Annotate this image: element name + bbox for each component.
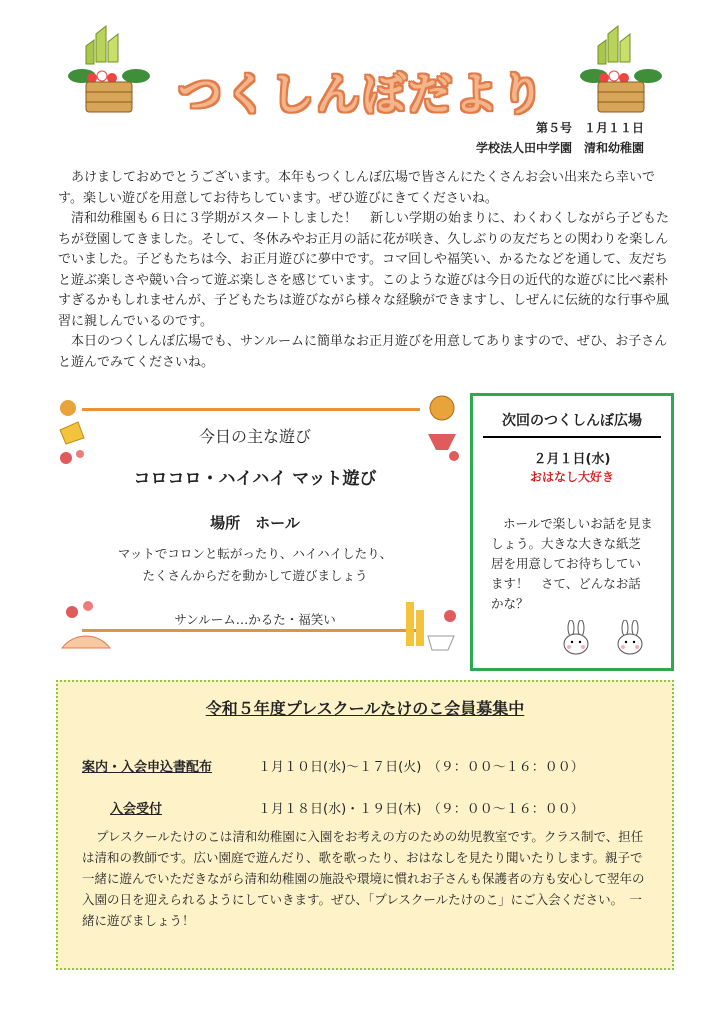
school-name: 学校法人田中学園 清和幼稚園 bbox=[475, 141, 644, 155]
preschool-description: プレスクールたけのこは清和幼稚園に入園をお考えの方のための幼児教室です。クラス制で、担任は清和の教師です。広い園庭で遊んだり、歌を歌ったり、おはなしを見たり聞いたりします。親子で一緒に遊んでいただきながら清和幼稚園の施設や環境に慣れお子さんも保護者の方も安心して翌年の入園の日を迎えられるようにしていきます。ぜひ、「プレスクールたけのこ」にご入会ください。 一緒に遊びましょう！ bbox=[82, 829, 645, 928]
next-session-title: 次回のつくしんぼ広場 bbox=[483, 410, 661, 438]
activity-place: 場所 ホール bbox=[210, 514, 300, 532]
sunroom-activities: サンルーム…かるた・福笑い bbox=[174, 612, 336, 627]
newsletter-title: つくしんぼだより bbox=[178, 69, 546, 120]
next-session-theme: おはなし大好き bbox=[529, 470, 614, 484]
intro-paragraph-1: あけましておめでとうございます。本年もつくしんぼ広場で皆さんにたくさんお会い出来たら幸いです。楽しい遊びを用意してお待ちしています。ぜひ遊びにきてくださいね。 bbox=[58, 170, 655, 206]
intro-paragraph-2: 清和幼稚園も６日に３学期がスタートしました！ 新しい学期の始まりに、わくわくしながら子どもたちが登園してきました。そして、冬休みやお正月の話に花が咲き、久しぶりの友だちとの関わりを楽しんでいました。子どもたちは今、お正月遊びに夢中です。コマ回しや福笑い、かるたなどを通して、友だちと遊ぶ楽しさや競い合って遊ぶ楽しさを感じています。このような遊びは今日の近代的な遊びに比べ素朴すぎるかもしれませんが、子どもたちは遊びながら様々な経験ができますし、しぜんに伝統的な行事や風習に親しんでいるのです。 bbox=[58, 211, 670, 329]
kadomatsu-left-icon bbox=[66, 22, 152, 114]
next-session-description: ホールで楽しいお話を見ましょう。大きな大きな紙芝居を用意してお待ちしています！ さて、どんなお話かな？ bbox=[491, 516, 653, 611]
intro-text bbox=[58, 168, 678, 373]
activity-description-1: マットでコロンと転がったり、ハイハイしたり、 bbox=[117, 546, 393, 561]
issue-info bbox=[476, 118, 644, 158]
preschool-title-text: 令和５年度プレスクールたけのこ会員募集中 bbox=[205, 699, 525, 718]
activity-name: コロコロ・ハイハイ マット遊び bbox=[133, 469, 377, 489]
preschool-title bbox=[58, 696, 672, 719]
today-activity-card bbox=[56, 396, 454, 652]
next-session-box bbox=[470, 393, 674, 671]
kadomatsu-right-icon bbox=[578, 22, 664, 114]
distribution-dates: １月１０日(水)～１７日(火) （９：００～１６：００） bbox=[258, 760, 584, 775]
activity-heading: 今日の主な遊び bbox=[198, 427, 311, 446]
rabbit-icon bbox=[613, 620, 647, 656]
intro-paragraph-3: 本日のつくしんぼ広場でも、サンルームに簡単なお正月遊びを用意してありますので、ぜひ、お子さんと遊んでみてくださいね。 bbox=[58, 334, 668, 370]
issue-number-date: 第５号 １月１１日 bbox=[535, 121, 644, 135]
next-session-date: ２月１日(水) bbox=[533, 452, 611, 467]
reception-dates: １月１８日(水)・１９日(木) （９：００～１６：００） bbox=[258, 802, 584, 817]
reception-label: 入会受付 bbox=[110, 802, 163, 817]
distribution-label: 案内・入会申込書配布 bbox=[82, 760, 213, 775]
preschool-recruitment-box bbox=[56, 680, 674, 970]
rabbit-icon bbox=[559, 620, 593, 656]
activity-description-2: たくさんからだを動かして遊びましょう bbox=[142, 568, 368, 583]
